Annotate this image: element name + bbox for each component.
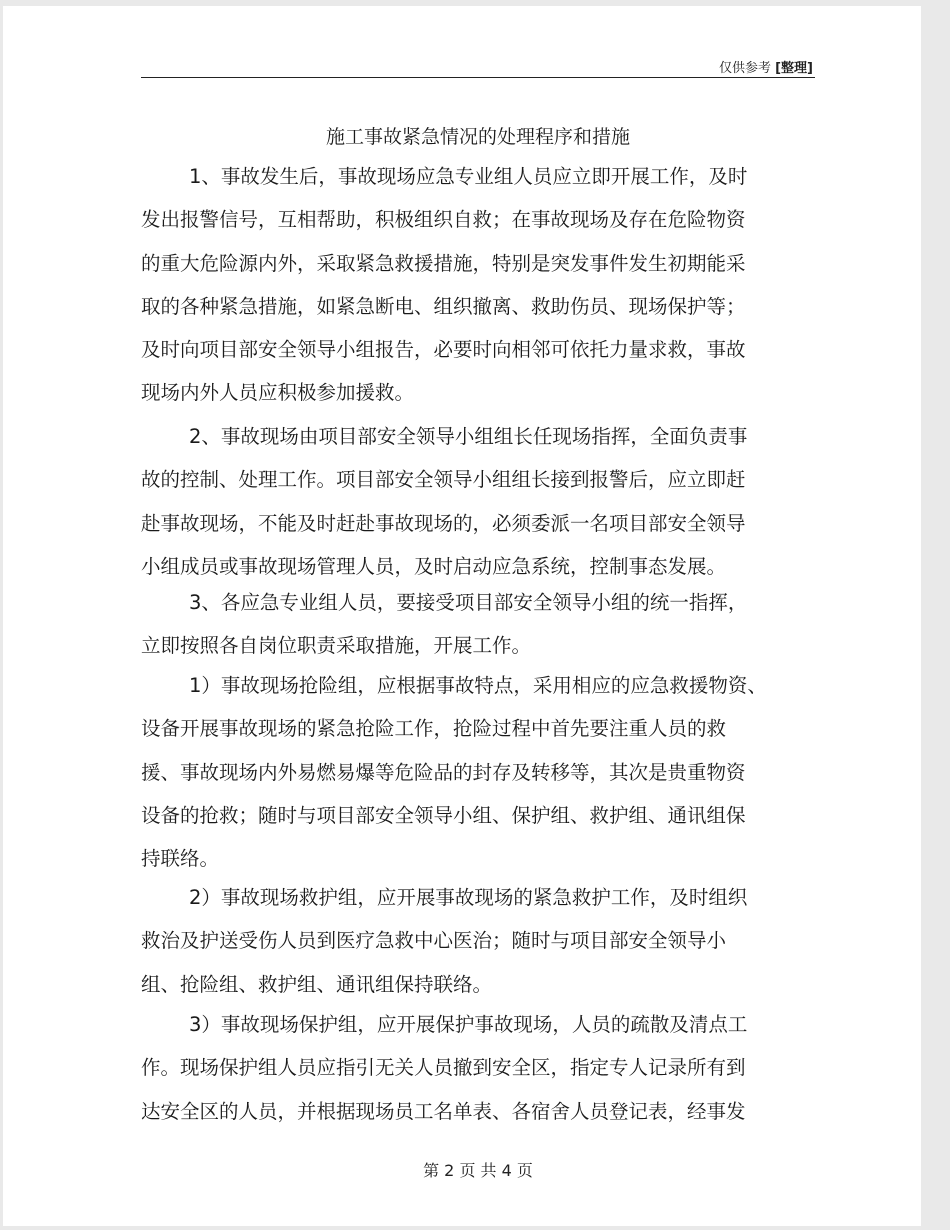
paragraph-1 — [141, 155, 747, 415]
document-page — [3, 6, 921, 1226]
paragraph-line: 救治及护送受伤人员到医疗急救中心医治；随时与项目部安全领导小 — [141, 929, 727, 953]
paragraph-3 — [141, 581, 747, 668]
paragraph-2 — [141, 415, 747, 588]
header-note — [583, 57, 813, 76]
paragraph-6 — [141, 1003, 747, 1133]
paragraph-line: 3）事故现场保护组，应开展保护事故现场，人员的疏散及清点工 — [189, 1013, 748, 1036]
paragraph-line: 1）事故现场抢险组，应根据事故特点，采用相应的应急救援物资、 — [189, 674, 767, 697]
header-note-text: 仅供参考 — [718, 61, 771, 76]
paragraph-line: 作。现场保护组人员应指引无关人员撤到安全区，指定专人记录所有到 — [141, 1056, 746, 1080]
paragraph-line: 设备开展事故现场的紧急抢险工作，抢险过程中首先要注重人员的救 — [141, 717, 727, 741]
paragraph-line: 的重大危险源内外，采取紧急救援措施，特别是突发事件发生初期能采 — [141, 251, 746, 275]
page-number: 第 2 页 共 4 页 — [423, 1161, 533, 1180]
paragraph-line: 援、事故现场内外易燃易爆等危险品的封存及转移等，其次是贵重物资 — [141, 760, 746, 784]
paragraph-line: 赴事故现场，不能及时赶赴事故现场的，必须委派一名项目部安全领导 — [141, 511, 746, 535]
paragraph-line: 现场内外人员应积极参加援救。 — [141, 381, 415, 405]
paragraph-line: 故的控制、处理工作。项目部安全领导小组组长接到报警后，应立即赶 — [141, 468, 746, 492]
paragraph-line: 持联络。 — [141, 847, 220, 871]
paragraph-line: 3、各应急专业组人员，要接受项目部安全领导小组的统一指挥， — [189, 591, 748, 614]
paragraph-line: 小组成员或事故现场管理人员，及时启动应急系统，控制事态发展。 — [141, 554, 727, 578]
paragraph-line: 取的各种紧急措施，如紧急断电、组织撤离、救助伤员、现场保护等； — [141, 294, 746, 318]
paragraph-line: 及时向项目部安全领导小组报告，必要时向相邻可依托力量求救，事故 — [141, 338, 746, 362]
paragraph-line: 2）事故现场救护组，应开展事故现场的紧急救护工作，及时组织 — [189, 886, 748, 909]
paragraph-line: 1、事故发生后，事故现场应急专业组人员应立即开展工作，及时 — [189, 165, 748, 188]
header-note-bracket: [整理] — [775, 61, 813, 76]
paragraph-line: 发出报警信号，互相帮助，积极组织自救；在事故现场及存在危险物资 — [141, 208, 746, 232]
paragraph-line: 2、事故现场由项目部安全领导小组组长任现场指挥，全面负责事 — [189, 425, 748, 448]
header-divider — [141, 77, 815, 78]
paragraph-line: 组、抢险组、救护组、通讯组保持联络。 — [141, 972, 493, 996]
paragraph-line: 立即按照各自岗位职责采取措施，开展工作。 — [141, 634, 532, 658]
paragraph-5 — [141, 876, 747, 1006]
paragraph-4 — [141, 664, 767, 880]
paragraph-line: 设备的抢救；随时与项目部安全领导小组、保护组、救护组、通讯组保 — [141, 803, 746, 827]
paragraph-line: 达安全区的人员，并根据现场员工名单表、各宿舍人员登记表，经事发 — [141, 1099, 746, 1123]
document-title: 施工事故紧急情况的处理程序和措施 — [325, 126, 630, 148]
